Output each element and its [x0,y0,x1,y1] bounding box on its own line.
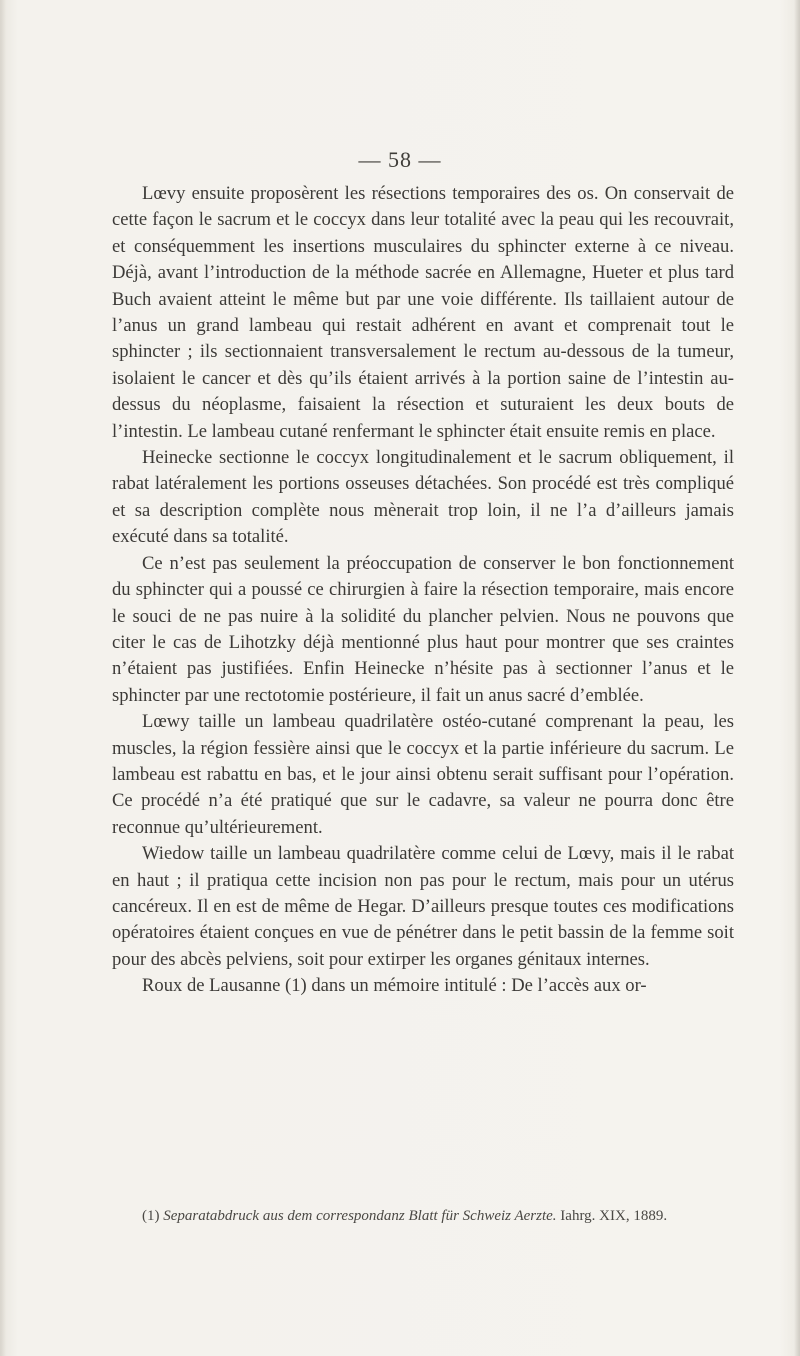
paragraph-5: Wiedow taille un lambeau quadrilatère comme celui de Lœvy, mais il le rabat en haut ; il pratiqua cette incision non pas pour le rectum, mais pour un utérus cancéreux. Il en est de même de Hegar. D’ailleurs presque toutes ces modifications opératoires étaient conçues en vue de pénétrer dans le petit bassin de la femme soit pour des abcès pelviens, soit pour extirper les organes génitaux internes. [112,843,734,970]
paragraph-3: Ce n’est pas seulement la préoccupation de conserver le bon fonctionnement du sphincter qui a poussé ce chirurgien à faire la résection temporaire, mais encore le souci de ne pas nuire à la solidité du plancher pelvien. Nous ne pouvons que citer le cas de Lihotzky déjà mentionné plus haut pour montrer que ses craintes n’étaient pas justifiées. Enfin Heinecke n’hésite pas à sectionner l’anus et le sphincter par une rectotomie postérieure, il fait un anus sacré d’emblée. [112,552,734,706]
paragraph-2: Heinecke sectionne le coccyx longitudinalement et le sacrum obliquement, il rabat latéralement les portions osseuses détachées. Son procédé est très compliqué et sa description complète nous mènerait trop loin, il ne l’a d’ailleurs jamais exécuté dans sa totalité. [112,447,734,548]
footnote-title: Separatabdruck aus dem correspondanz Blatt für Schweiz Aerzte. [163,1208,557,1224]
footnote [112,1207,734,1226]
paragraph-6: Roux de Lausanne (1) dans un mémoire intitulé : De l’accès aux or- [142,975,647,997]
body-text [112,181,734,1000]
footnote-rest: Iahrg. XIX, 1889. [560,1208,668,1224]
footnote-line [112,1207,734,1226]
paragraph-4: Lœwy taille un lambeau quadrilatère ostéo-cutané comprenant la peau, les muscles, la région fessière ainsi que le coccyx et la partie inférieure du sacrum. Le lambeau est rabattu en bas, et le jour ainsi obtenu serait suffisant pour l’opération. Ce procédé n’a été pratiqué que sur le cadavre, sa valeur ne pourra donc être reconnue qu’ultérieurement. [112,711,734,838]
paragraph-1: Lœvy ensuite proposèrent les résections temporaires des os. On conservait de cette façon le sacrum et le coccyx dans leur totalité avec la peau qui les recouvrait, et conséquemment les insertions musculaires du sphincter externe à ce niveau. Déjà, avant l’introduction de la méthode sacrée en Allemagne, Hueter et plus tard Buch avaient atteint le même but par une voie différente. Ils taillaient autour de l’anus un grand lambeau qui restait adhérent en avant et comprenait tout le sphincter ; ils sectionnaient transversalement le rectum au-dessous de la tumeur, isolaient le cancer et dès qu’ils étaient arrivés à la portion saine de l’intestin au-dessus du néoplasme, faisaient la résection et suturaient les deux bouts de l’intestin. Le lambeau cutané renfermant le sphincter était ensuite remis en place. [112,183,734,442]
page-edge-right [794,0,800,1356]
page-edge-left [0,0,6,1356]
page-number: — 58 — [358,147,442,172]
footnote-marker: (1) [142,1208,160,1224]
